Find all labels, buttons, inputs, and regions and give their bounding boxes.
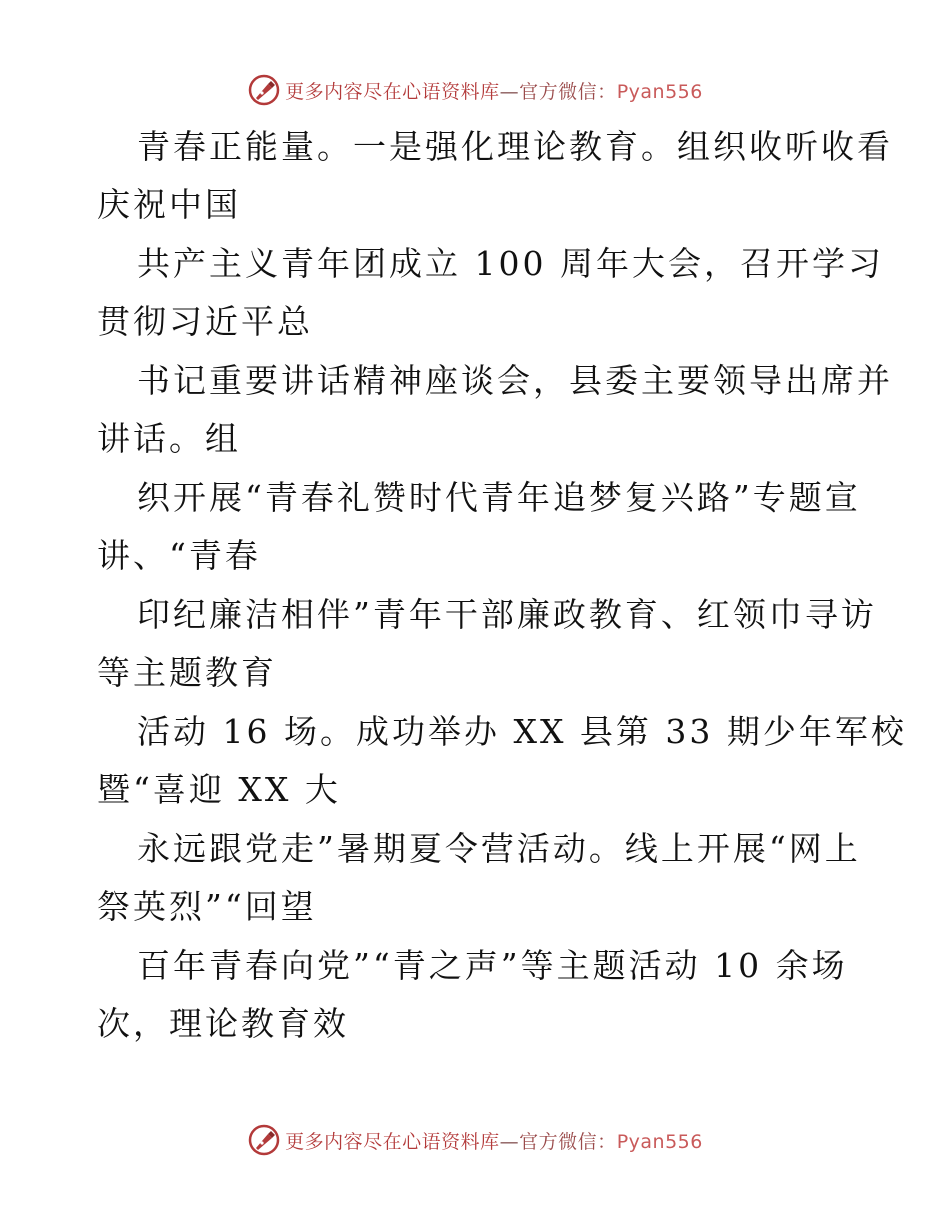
body-line: 百年青春向党”“青之声”等主题活动 10 余场 bbox=[137, 946, 848, 985]
body-line: 青春正能量。一是强化理论教育。组织收听收看 bbox=[137, 127, 893, 166]
body-line: 庆祝中国 bbox=[97, 185, 241, 224]
watermark-wechat-id: Pyan556 bbox=[616, 1130, 703, 1153]
watermark-dash: — bbox=[499, 1130, 520, 1153]
body-line: 祭英烈”“回望 bbox=[97, 887, 317, 926]
body-line: 织开展“青春礼赞时代青年追梦复兴路”专题宣 bbox=[137, 478, 861, 517]
body-line: 印纪廉洁相伴”青年干部廉政教育、红领巾寻访 bbox=[137, 595, 877, 634]
body-line: 次，理论教育效 bbox=[97, 1004, 349, 1043]
watermark-main: 更多内容尽在心语资料库 bbox=[285, 1130, 500, 1153]
body-line: 共产主义青年团成立 100 周年大会，召开学习 bbox=[137, 244, 884, 283]
watermark-text bbox=[285, 1127, 703, 1154]
watermark-wechat-label: 官方微信： bbox=[519, 80, 617, 103]
watermark-wechat-id: Pyan556 bbox=[616, 80, 703, 103]
pen-nib-logo-icon bbox=[247, 1123, 281, 1157]
body-line: 书记重要讲话精神座谈会，县委主要领导出席并 bbox=[137, 361, 893, 400]
header-watermark bbox=[0, 70, 950, 110]
pen-nib-logo-icon bbox=[247, 73, 281, 107]
body-line: 贯彻习近平总 bbox=[97, 302, 313, 341]
footer-watermark bbox=[0, 1120, 950, 1160]
watermark-text bbox=[285, 77, 703, 104]
watermark-wechat-label: 官方微信： bbox=[519, 1130, 617, 1153]
watermark-dash: — bbox=[499, 80, 520, 103]
body-line: 讲、“青春 bbox=[97, 536, 261, 575]
body-line: 活动 16 场。成功举办 XX 县第 33 期少年军校 bbox=[137, 712, 907, 751]
watermark-main: 更多内容尽在心语资料库 bbox=[285, 80, 500, 103]
body-line: 讲话。组 bbox=[97, 419, 241, 458]
body-line: 暨“喜迎 XX 大 bbox=[97, 770, 341, 809]
body-line: 永远跟党走”暑期夏令营活动。线上开展“网上 bbox=[137, 829, 861, 868]
body-line: 等主题教育 bbox=[97, 653, 277, 692]
